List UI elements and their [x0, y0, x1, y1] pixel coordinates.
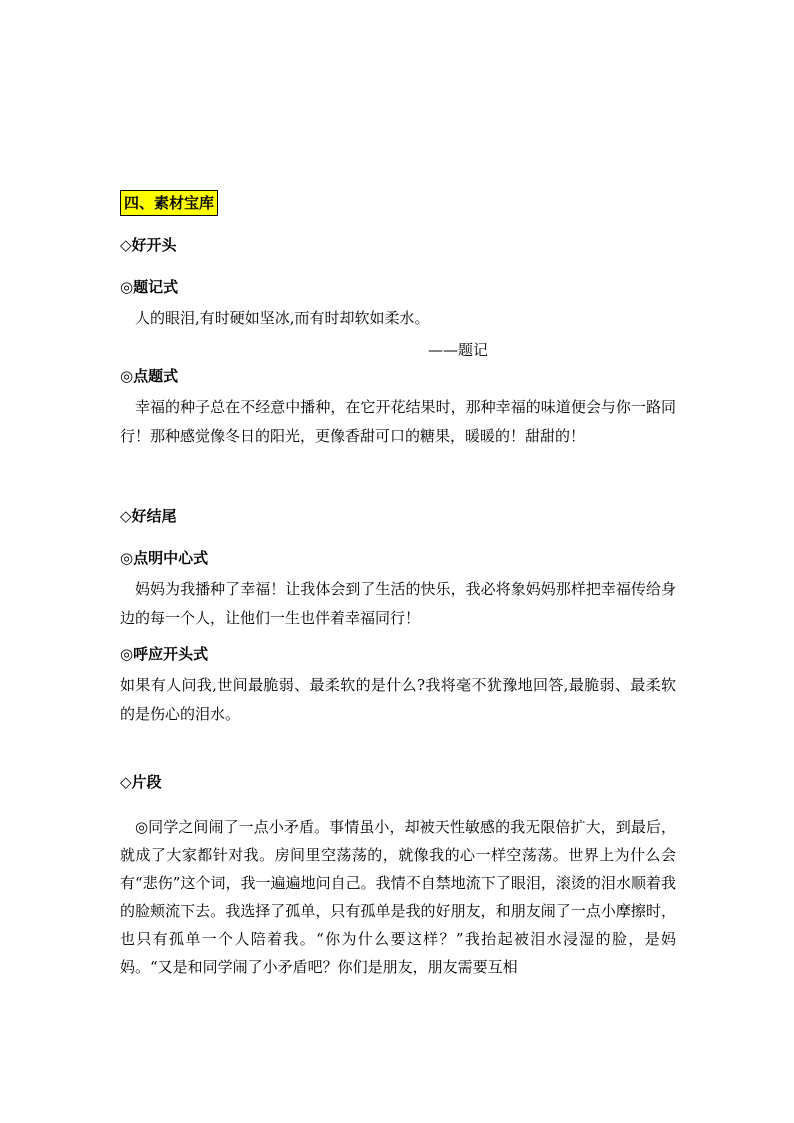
passage-heading: ◇片段: [120, 773, 162, 791]
echo-opening-style-heading: ◎呼应开头式: [120, 645, 209, 663]
theme-point-style-heading: ◎点题式: [120, 367, 179, 385]
inscription-style-heading: ◎题记式: [120, 278, 179, 296]
spacer: [120, 461, 676, 505]
echo-opening-text: 如果有人问我,世间最脆弱、最柔软的是什么?我将毫不犹豫地回答,最脆弱、最柔软的是伤心的泪水。: [120, 676, 676, 723]
center-point-style-heading: ◎点明中心式: [120, 549, 209, 567]
inscription-text: 人的眼泪,有时硬如坚冰,而有时却软如柔水。: [135, 309, 430, 327]
opening-heading: ◇好开头: [120, 236, 177, 254]
spacer: [120, 739, 676, 771]
section-title: 四、素材宝库: [120, 190, 218, 216]
theme-point-text: 幸福的种子总在不经意中播种，在它开花结果时，那种幸福的味道便会与你一路同行！那种感觉像冬日的阳光，更像香甜可口的糖果，暖暖的！甜甜的！: [120, 398, 676, 445]
center-point-text: 妈妈为我播种了幸福！让我体会到了生活的快乐，我必将象妈妈那样把幸福传给身边的每一个人，让他们一生也伴着幸福同行！: [120, 580, 676, 627]
inscription-attribution: ——题记: [427, 341, 488, 359]
passage-text: ◎同学之间闹了一点小矛盾。事情虽小，却被天性敏感的我无限倍扩大，到最后，就成了大家都针对我。房间里空荡荡的，就像我的心一样空荡荡。世界上为什么会有“悲伤”这个词，我一遍遍地问自己。我情不自禁地流下了眼泪，滚烫的泪水顺着我的脸颊流下去。我选择了孤单，只有孤单是我的好朋友，和朋友闹了一点小摩擦时，也只有孤单一个人陪着我。“你为什么要这样？”我抬起被泪水浸湿的脸，是妈妈。“又是和同学闹了小矛盾吧？你们是朋友，朋友需要互相: [120, 818, 676, 976]
ending-heading: ◇好结尾: [120, 507, 177, 525]
page-content: [120, 190, 676, 981]
